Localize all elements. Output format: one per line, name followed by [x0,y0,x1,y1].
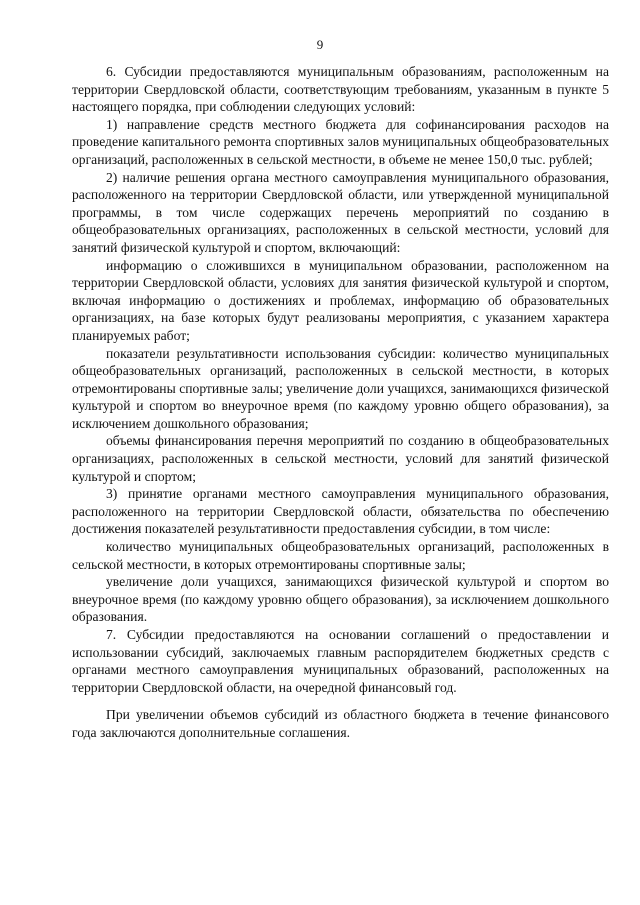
paragraph-condition-2: 2) наличие решения органа местного самоуправления муниципального образования, расположенного на территории Свердловской области, или утвержденной муниципальной программы, в том числе содержащих перечень мероприятий по созданию в общеобразовательных организациях, расположенных в сельской местности, условий для занятий физической культурой и спортом, включающий: [72,169,609,255]
page-number: 9 [316,37,324,52]
paragraph-condition-3: 3) принятие органами местного самоуправления муниципального образования, расположенного на территории Свердловской области, обязательства по обеспечению достижения показателей результативности предоставления субсидии, в том числе: [72,486,609,537]
paragraph-condition-1: 1) направление средств местного бюджета для софинансирования расходов на проведение капитального ремонта спортивных залов муниципальных общеобразовательных организаций, расположенных в сельской местности, в объеме не менее 150,0 тыс. рублей; [72,116,609,167]
paragraph-indicators: показатели результативности использования субсидии: количество муниципальных общеобразовательных организаций, расположенных в сельской местности, в которых отремонтированы спортивные залы; увеличение доли учащихся, занимающихся физической культурой и спортом во внеурочное время (по каждому уровню общего образования), за исключением дошкольного образования; [72,345,609,431]
paragraph-additional-agreements: При увеличении объемов субсидий из областного бюджета в течение финансового года заключаются дополнительные соглашения. [72,707,609,740]
paragraph-item-6: 6. Субсидии предоставляются муниципальным образованиям, расположенным на территории Свердловской области, соответствующим требованиям, указанным в пункте 5 настоящего порядка, при соблюдении следующих условий: [72,64,609,115]
paragraph-information: информацию о сложившихся в муниципальном образовании, расположенном на территории Свердловской области, условиях для занятия физической культурой и спортом, включая информацию о достижениях и проблемах, информацию об образовательных организациях, на базе которых будут реализованы мероприятия, с указанием характера планируемых работ; [72,257,609,343]
document-body [72,63,609,742]
paragraph-funding: объемы финансирования перечня мероприятий по созданию в общеобразовательных организациях, расположенных в сельской местности, условий для занятий физической культурой и спортом; [72,433,609,484]
paragraph-item-7: 7. Субсидии предоставляются на основании соглашений о предоставлении и использовании субсидий, заключаемых главным распорядителем бюджетных средств с органами местного самоуправления муниципальных образований, расположенных на территории Свердловской области, на очередной финансовый год. [72,627,609,695]
paragraph-share: увеличение доли учащихся, занимающихся физической культурой и спортом во внеурочное время (по каждому уровню общего образования), за исключением дошкольного образования. [72,574,609,625]
paragraph-count: количество муниципальных общеобразовательных организаций, расположенных в сельской местности, в которых отремонтированы спортивные залы; [72,539,609,572]
